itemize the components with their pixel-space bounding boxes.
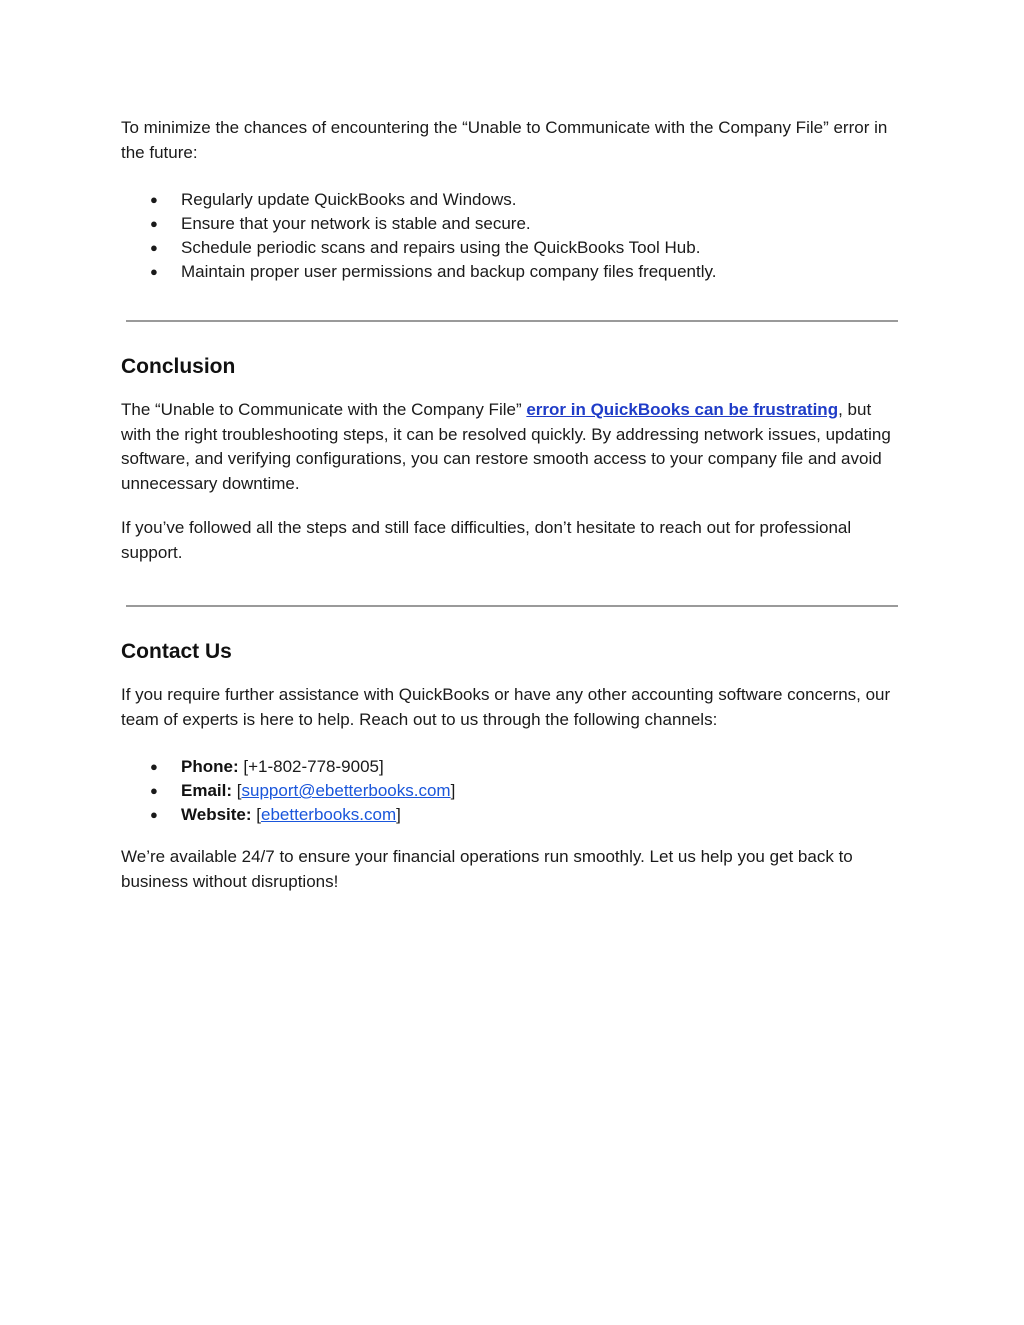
- bullet-icon: ●: [150, 759, 158, 774]
- list-item: [121, 236, 901, 260]
- email-label: Email:: [181, 781, 233, 800]
- bullet-icon: ●: [150, 807, 158, 822]
- list-item-text: Regularly update QuickBooks and Windows.: [181, 190, 517, 209]
- website-link[interactable]: ebetterbooks.com: [261, 805, 397, 824]
- support-paragraph: If you’ve followed all the steps and still face difficulties, don’t hesitate to reach out for professional support.: [121, 518, 852, 562]
- contact-heading: Contact Us: [121, 640, 232, 663]
- email-bracket-close: ]: [450, 781, 456, 800]
- closing-paragraph: We’re available 24/7 to ensure your financial operations run smoothly. Let us help you get back to business without disruptions!: [121, 847, 853, 891]
- email-link[interactable]: support@ebetterbooks.com: [241, 781, 451, 800]
- conclusion-paragraph: [121, 398, 901, 496]
- conclusion-heading: Conclusion: [121, 355, 236, 378]
- conclusion-text-start: The “Unable to Communicate with the Company File”: [121, 400, 527, 419]
- section-divider: [126, 320, 898, 322]
- contact-phone-item: [121, 755, 901, 779]
- bullet-icon: ●: [150, 192, 158, 207]
- conclusion-text-end: , but with the right troubleshooting steps, it can be resolved quickly. By addressing network issues, updating software, and verifying configurations, you can restore smooth access to your company file and avoid unnecessary downtime.: [121, 400, 891, 493]
- phone-value: [+1-802-778-9005]: [243, 757, 384, 776]
- contact-channels-list: [121, 755, 901, 827]
- website-bracket-close: ]: [396, 805, 401, 824]
- list-item-text: Maintain proper user permissions and backup company files frequently.: [181, 262, 717, 281]
- list-item: [121, 212, 901, 236]
- bullet-icon: ●: [150, 783, 158, 798]
- bullet-icon: ●: [150, 240, 158, 255]
- contact-intro-paragraph: If you require further assistance with QuickBooks or have any other accounting software concerns, our team of experts is here to help. Reach out to us through the following channels:: [121, 685, 891, 729]
- list-item-text: Schedule periodic scans and repairs using the QuickBooks Tool Hub.: [181, 238, 701, 257]
- section-divider: [126, 605, 898, 607]
- contact-email-item: [121, 779, 901, 803]
- list-item: [121, 188, 901, 212]
- contact-website-item: [121, 803, 901, 827]
- email-bracket-open: [: [236, 781, 242, 800]
- website-bracket-open: [: [256, 805, 262, 824]
- list-item-text: Ensure that your network is stable and secure.: [181, 214, 531, 233]
- intro-paragraph: To minimize the chances of encountering the “Unable to Communicate with the Company File” error in the future:: [121, 118, 888, 162]
- phone-label: Phone:: [181, 757, 239, 776]
- prevention-tips-list: [121, 188, 901, 284]
- bullet-icon: ●: [150, 264, 158, 279]
- website-label: Website:: [181, 805, 252, 824]
- bullet-icon: ●: [150, 216, 158, 231]
- document-content: [121, 116, 901, 894]
- quickbooks-error-link[interactable]: error in QuickBooks can be frustrating: [526, 400, 839, 419]
- list-item: [121, 260, 901, 284]
